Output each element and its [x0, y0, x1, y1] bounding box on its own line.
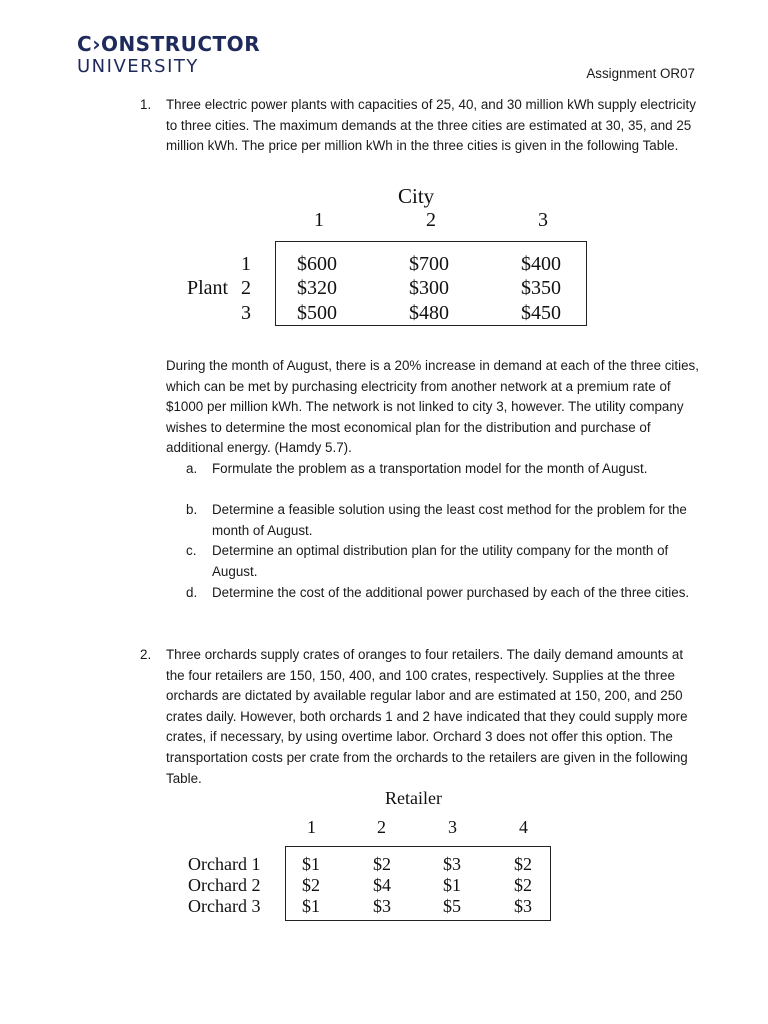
- table-row-label: 1: [241, 253, 251, 275]
- subquestion-b: [186, 500, 696, 541]
- table-cell: $3: [373, 896, 391, 916]
- subquestion-a: [186, 459, 696, 480]
- table-row-label: 2: [241, 277, 251, 299]
- subquestion-c: [186, 541, 696, 582]
- question-number: 2.: [140, 647, 152, 662]
- subquestion-text: Determine the cost of the additional power purchased by each of the three cities.: [212, 585, 690, 600]
- table-cell: $3: [514, 896, 532, 916]
- table-column-title: Retailer: [385, 788, 442, 808]
- logo-arrow-icon: ›: [92, 32, 101, 56]
- assignment-title: Assignment OR07: [586, 66, 695, 81]
- table-cell: $4: [373, 875, 391, 895]
- table-cell: $1: [443, 875, 461, 895]
- table-cell: $480: [409, 302, 449, 324]
- table-cell: $2: [514, 875, 532, 895]
- logo-university-text: UNIVERSITY: [77, 56, 199, 77]
- table-cell: $400: [521, 253, 561, 275]
- table-cell: $350: [521, 277, 561, 299]
- table-cell: $500: [297, 302, 337, 324]
- table-cell: $450: [521, 302, 561, 324]
- subquestion-text: Determine an optimal distribution plan for the utility company for the month of August.: [212, 543, 669, 579]
- question-1-paragraph: [140, 356, 700, 459]
- question-paragraph: During the month of August, there is a 20% increase in demand at each of the three cities, which can be met by purchasing electricity from another network at a premium rate of $1000 per million kWh. The network is not linked to city 3, however. The utility company wishes to determine the most economical plan for the distribution and purchase of additional energy. (Hamdy 5.7).: [166, 358, 699, 456]
- question-number: 1.: [140, 97, 152, 112]
- table-cell: $600: [297, 253, 337, 275]
- logo-wordmark-top: [77, 33, 260, 55]
- question-1-intro: [140, 95, 700, 157]
- table-col-label: 3: [538, 209, 548, 231]
- subquestion-text: Determine a feasible solution using the least cost method for the problem for the month of August.: [212, 502, 687, 538]
- table-row-label: Orchard 2: [188, 875, 261, 895]
- table-column-title: City: [398, 184, 435, 208]
- table-border: [285, 846, 551, 921]
- table-cell: $300: [409, 277, 449, 299]
- table-row-label: Orchard 1: [188, 854, 261, 874]
- subquestion-letter: d.: [186, 585, 198, 600]
- question-text: Three electric power plants with capacities of 25, 40, and 30 million kWh supply electricity to three cities. The maximum demands at the three cities are estimated at 30, 35, and 25 million kWh. The price per million kWh in the three cities is given in the following Table.: [166, 97, 696, 154]
- table-col-label: 2: [426, 209, 436, 231]
- table-col-label: 3: [448, 817, 457, 837]
- table-col-label: 1: [314, 209, 324, 231]
- logo-constructor-text: ONSTRUCTOR: [100, 32, 261, 56]
- table-row-label: Orchard 3: [188, 896, 261, 916]
- table-cell: $2: [514, 854, 532, 874]
- subquestion-d: [186, 583, 696, 604]
- plant-city-price-table: [180, 184, 600, 334]
- table-col-label: 4: [519, 817, 528, 837]
- table-cell: $700: [409, 253, 449, 275]
- table-col-label: 2: [377, 817, 386, 837]
- subquestion-text: Formulate the problem as a transportation model for the month of August.: [212, 461, 648, 476]
- table-cell: $320: [297, 277, 337, 299]
- question-2-intro: [140, 645, 700, 789]
- table-row-label: 3: [241, 302, 251, 324]
- subquestion-letter: a.: [186, 461, 198, 476]
- logo-c: C: [77, 32, 93, 56]
- table-cell: $5: [443, 896, 461, 916]
- subquestion-letter: b.: [186, 502, 198, 517]
- subquestion-letter: c.: [186, 543, 197, 558]
- table-cell: $1: [302, 896, 320, 916]
- table-col-label: 1: [307, 817, 316, 837]
- table-cell: $2: [373, 854, 391, 874]
- question-text: Three orchards supply crates of oranges to four retailers. The daily demand amounts at the four retailers are 150, 150, 400, and 100 crates, respectively. Supplies at the three orchards are dictated by available regular labor and are estimated at 150, 200, and 250 crates daily. However, both orchards 1 and 2 have indicated that they could supply more crates, if necessary, by using overtime labor. Orchard 3 does not offer this option. The transportation costs per crate from the orchards to the retailers are given in the following Table.: [166, 647, 688, 786]
- table-row-title: Plant: [187, 277, 229, 299]
- table-cell: $1: [302, 854, 320, 874]
- table-cell: $2: [302, 875, 320, 895]
- orchard-retailer-cost-table: [180, 787, 580, 927]
- university-logo: [77, 33, 260, 77]
- table-cell: $3: [443, 854, 461, 874]
